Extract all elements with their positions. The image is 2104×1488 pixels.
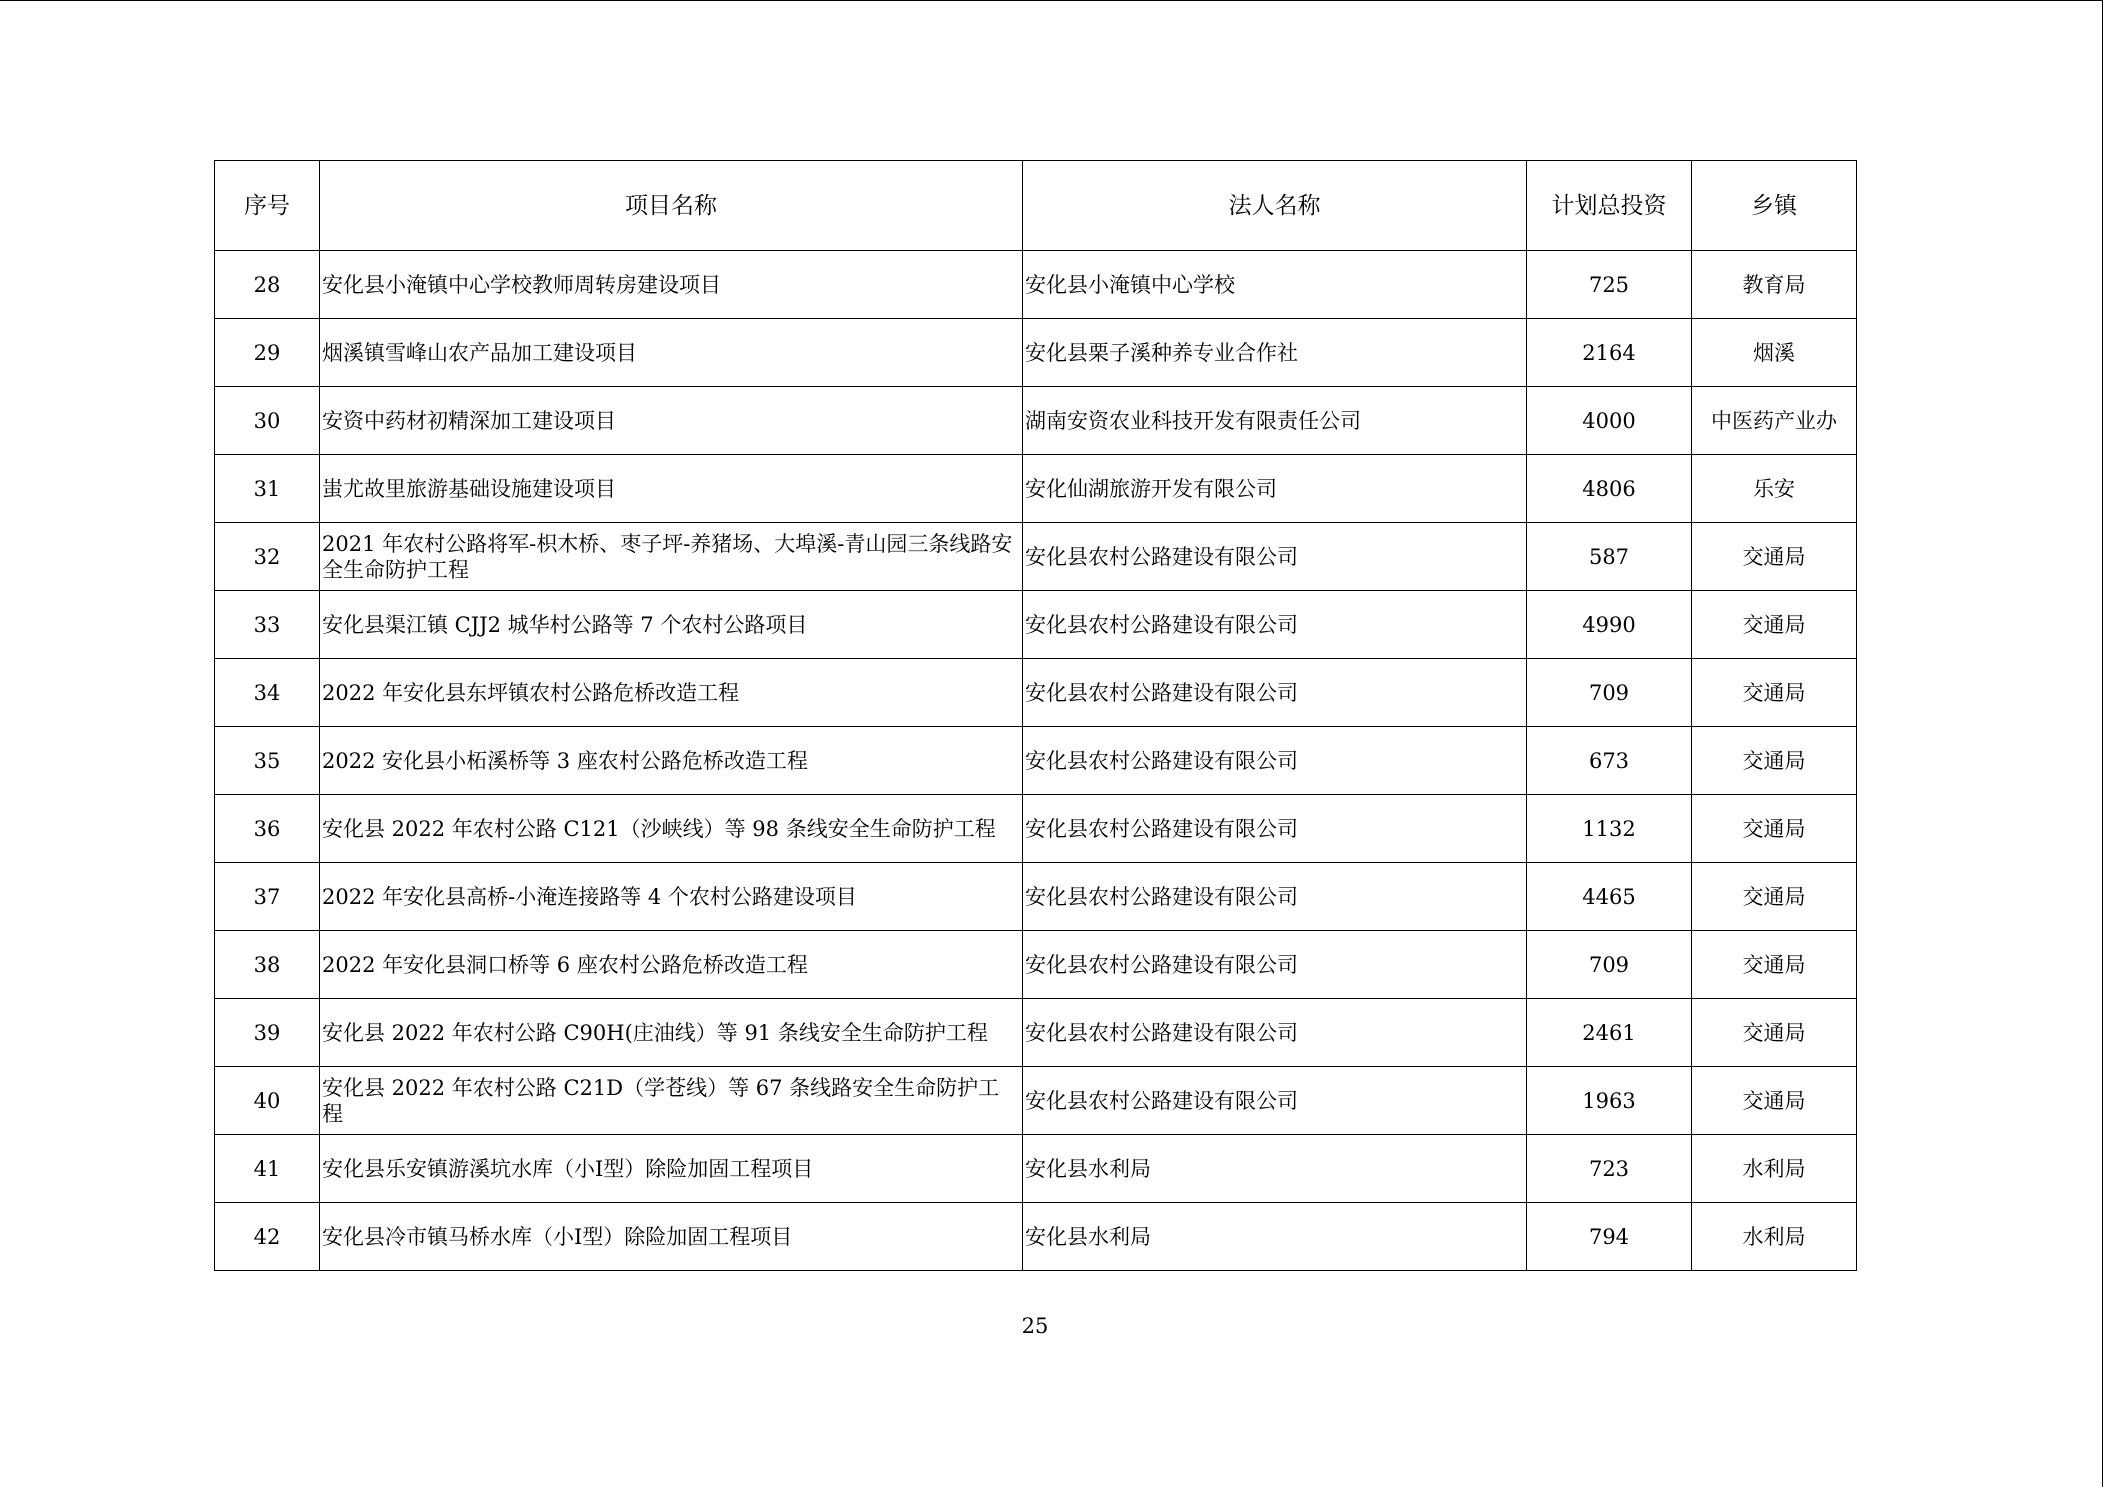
cell-planned-investment: 709 xyxy=(1527,659,1692,727)
cell-planned-investment: 709 xyxy=(1527,931,1692,999)
cell-township: 中医药产业办 xyxy=(1692,387,1857,455)
cell-township: 交通局 xyxy=(1692,795,1857,863)
header-planned-investment: 计划总投资 xyxy=(1527,161,1692,251)
cell-legal-entity: 安化县农村公路建设有限公司 xyxy=(1023,795,1527,863)
cell-township: 烟溪 xyxy=(1692,319,1857,387)
cell-index: 41 xyxy=(215,1135,320,1203)
table-header-row xyxy=(215,161,1857,251)
cell-township: 教育局 xyxy=(1692,251,1857,319)
cell-project-name: 2022 安化县小柘溪桥等 3 座农村公路危桥改造工程 xyxy=(320,727,1023,795)
cell-legal-entity: 安化县水利局 xyxy=(1023,1135,1527,1203)
cell-index: 30 xyxy=(215,387,320,455)
cell-township: 交通局 xyxy=(1692,659,1857,727)
table-row xyxy=(215,1135,1857,1203)
cell-project-name: 蚩尤故里旅游基础设施建设项目 xyxy=(320,455,1023,523)
table-row xyxy=(215,1203,1857,1271)
cell-township: 交通局 xyxy=(1692,863,1857,931)
table-row xyxy=(215,727,1857,795)
cell-township: 交通局 xyxy=(1692,727,1857,795)
table-row xyxy=(215,659,1857,727)
cell-legal-entity: 安化县农村公路建设有限公司 xyxy=(1023,591,1527,659)
table-row xyxy=(215,863,1857,931)
cell-legal-entity: 湖南安资农业科技开发有限责任公司 xyxy=(1023,387,1527,455)
cell-index: 36 xyxy=(215,795,320,863)
table-row xyxy=(215,251,1857,319)
cell-index: 40 xyxy=(215,1067,320,1135)
cell-project-name: 2022 年安化县东坪镇农村公路危桥改造工程 xyxy=(320,659,1023,727)
cell-project-name: 安化县 2022 年农村公路 C90H(庄油线）等 91 条线安全生命防护工程 xyxy=(320,999,1023,1067)
cell-planned-investment: 4806 xyxy=(1527,455,1692,523)
cell-project-name: 烟溪镇雪峰山农产品加工建设项目 xyxy=(320,319,1023,387)
cell-project-name: 安化县冷市镇马桥水库（小Ⅰ型）除险加固工程项目 xyxy=(320,1203,1023,1271)
cell-project-name: 2022 年安化县高桥-小淹连接路等 4 个农村公路建设项目 xyxy=(320,863,1023,931)
cell-legal-entity: 安化县水利局 xyxy=(1023,1203,1527,1271)
table-row xyxy=(215,931,1857,999)
cell-index: 38 xyxy=(215,931,320,999)
header-township: 乡镇 xyxy=(1692,161,1857,251)
table-row xyxy=(215,1067,1857,1135)
cell-legal-entity: 安化县小淹镇中心学校 xyxy=(1023,251,1527,319)
cell-project-name: 安化县乐安镇游溪坑水库（小Ⅰ型）除险加固工程项目 xyxy=(320,1135,1023,1203)
project-table xyxy=(214,160,1857,1271)
cell-planned-investment: 587 xyxy=(1527,523,1692,591)
cell-township: 乐安 xyxy=(1692,455,1857,523)
cell-planned-investment: 2461 xyxy=(1527,999,1692,1067)
cell-planned-investment: 673 xyxy=(1527,727,1692,795)
cell-legal-entity: 安化县农村公路建设有限公司 xyxy=(1023,659,1527,727)
header-index: 序号 xyxy=(215,161,320,251)
table-row xyxy=(215,591,1857,659)
cell-planned-investment: 725 xyxy=(1527,251,1692,319)
cell-planned-investment: 794 xyxy=(1527,1203,1692,1271)
header-project-name: 项目名称 xyxy=(320,161,1023,251)
cell-legal-entity: 安化县农村公路建设有限公司 xyxy=(1023,863,1527,931)
cell-project-name: 2021 年农村公路将军-枳木桥、枣子坪-养猪场、大埠溪-青山园三条线路安全生命防护工程 xyxy=(320,523,1023,591)
cell-project-name: 2022 年安化县洞口桥等 6 座农村公路危桥改造工程 xyxy=(320,931,1023,999)
table-row xyxy=(215,795,1857,863)
cell-legal-entity: 安化仙湖旅游开发有限公司 xyxy=(1023,455,1527,523)
table-row xyxy=(215,319,1857,387)
cell-index: 42 xyxy=(215,1203,320,1271)
cell-index: 29 xyxy=(215,319,320,387)
cell-project-name: 安化县 2022 年农村公路 C21D（学苍线）等 67 条线路安全生命防护工程 xyxy=(320,1067,1023,1135)
cell-project-name: 安化县小淹镇中心学校教师周转房建设项目 xyxy=(320,251,1023,319)
table-row xyxy=(215,455,1857,523)
cell-legal-entity: 安化县农村公路建设有限公司 xyxy=(1023,727,1527,795)
cell-planned-investment: 1132 xyxy=(1527,795,1692,863)
cell-index: 32 xyxy=(215,523,320,591)
cell-legal-entity: 安化县农村公路建设有限公司 xyxy=(1023,931,1527,999)
cell-township: 水利局 xyxy=(1692,1135,1857,1203)
cell-index: 39 xyxy=(215,999,320,1067)
table-row xyxy=(215,387,1857,455)
cell-planned-investment: 2164 xyxy=(1527,319,1692,387)
cell-index: 31 xyxy=(215,455,320,523)
cell-index: 34 xyxy=(215,659,320,727)
cell-legal-entity: 安化县栗子溪种养专业合作社 xyxy=(1023,319,1527,387)
cell-planned-investment: 723 xyxy=(1527,1135,1692,1203)
header-legal-entity: 法人名称 xyxy=(1023,161,1527,251)
cell-township: 水利局 xyxy=(1692,1203,1857,1271)
cell-planned-investment: 1963 xyxy=(1527,1067,1692,1135)
cell-township: 交通局 xyxy=(1692,999,1857,1067)
table-row xyxy=(215,999,1857,1067)
cell-index: 35 xyxy=(215,727,320,795)
cell-index: 28 xyxy=(215,251,320,319)
cell-project-name: 安化县 2022 年农村公路 C121（沙峡线）等 98 条线安全生命防护工程 xyxy=(320,795,1023,863)
cell-planned-investment: 4990 xyxy=(1527,591,1692,659)
cell-legal-entity: 安化县农村公路建设有限公司 xyxy=(1023,523,1527,591)
cell-township: 交通局 xyxy=(1692,1067,1857,1135)
cell-planned-investment: 4000 xyxy=(1527,387,1692,455)
cell-planned-investment: 4465 xyxy=(1527,863,1692,931)
cell-township: 交通局 xyxy=(1692,523,1857,591)
cell-legal-entity: 安化县农村公路建设有限公司 xyxy=(1023,999,1527,1067)
cell-legal-entity: 安化县农村公路建设有限公司 xyxy=(1023,1067,1527,1135)
cell-project-name: 安资中药材初精深加工建设项目 xyxy=(320,387,1023,455)
cell-township: 交通局 xyxy=(1692,931,1857,999)
cell-project-name: 安化县渠江镇 CJJ2 城华村公路等 7 个农村公路项目 xyxy=(320,591,1023,659)
cell-index: 33 xyxy=(215,591,320,659)
page-number: 25 xyxy=(1021,1314,1049,1338)
cell-township: 交通局 xyxy=(1692,591,1857,659)
table-row xyxy=(215,523,1857,591)
cell-index: 37 xyxy=(215,863,320,931)
